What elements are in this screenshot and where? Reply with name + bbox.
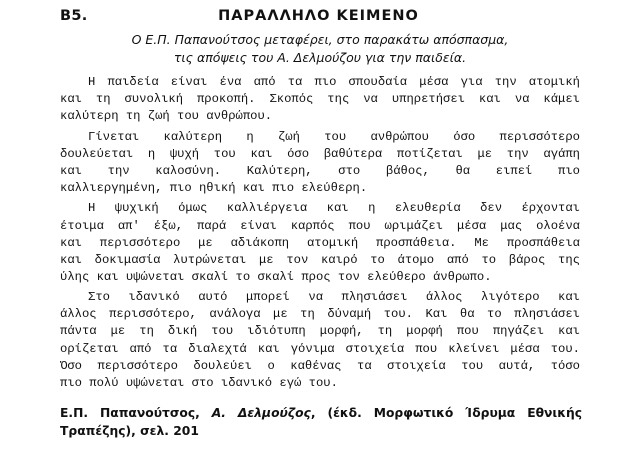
text-line: ορίζεται από τα διαλεχτά και γόνιμα στοιχεία που κλείνει μέσα του.: [60, 341, 580, 356]
citation-publisher: , (έκδ. Μορφωτικό Ίδρυμα Εθνικής: [310, 406, 582, 420]
text-line: άλλος περισσότερο, ανάλογα με τη δύναμή του. Και θα το πλησιάσει: [60, 307, 580, 322]
intro-line: τις απόψεις του Α. Δελμούζου για την παιδεία.: [173, 50, 467, 65]
text-line: Η παιδεία είναι ένα από τα πιο σπουδαία μέσα για την ατομική: [88, 75, 580, 89]
text-line: Γίνεται καλύτερη η ζωή του ανθρώπου όσο περισσότερο: [88, 129, 580, 144]
citation-work: Α. Δελμούζος: [211, 406, 311, 420]
text-line: καλλιεργημένη, πιο ηθική και πιο ελεύθερη.: [60, 180, 368, 195]
text-line: πιο πολύ υψώνεται στο ιδανικό εγώ του.: [60, 375, 338, 390]
section-title: ΠΑΡΑΛΛΗΛΟ ΚΕΙΜΕΝΟ: [218, 8, 419, 24]
text-line: και δοκιμασία λυτρώνεται με τον καιρό το άτομο από το βάρος της: [60, 252, 580, 267]
intro-line: Ο Ε.Π. Παπανούτσος μεταφέρει, στο παρακάτω απόσπασμα,: [131, 32, 509, 47]
text-line: και τη συνολική προκοπή. Σκοπός της να υπηρετήσει και να κάμει: [60, 92, 580, 107]
text-line: δουλεύεται η ψυχή του και όσο βαθύτερα ποτίζεται με την αγάπη: [60, 146, 580, 161]
text-line: και περισσότερο με αδιάκοπη ατομική προσπάθεια. Με προσπάθεια: [60, 235, 580, 250]
text-line: και την καλοσύνη. Καλύτερη, στο βάθος, θα ειπεί πιο: [60, 163, 580, 178]
intro-text: [60, 31, 580, 67]
paragraph: [60, 200, 580, 285]
paragraph: [60, 129, 580, 197]
text-line: Η ψυχική όμως καλλιέργεια και η ελευθερία δεν έρχονται: [88, 201, 580, 216]
text-line: Όσο περισσότερο δουλεύει ο καθένας τα στοιχεία του αυτά, τόσο: [60, 358, 580, 373]
text-line: έτοιμα απ' έξω, παρά είναι καρπός που ωριμάζει μέσα μας ολοένα: [60, 218, 580, 233]
paragraph: [60, 74, 580, 125]
text-line: Στο ιδανικό αυτό μπορεί να πλησιάσει άλλος λιγότερο και: [88, 290, 580, 305]
citation: [60, 404, 582, 440]
passage-body: [60, 74, 580, 395]
text-line: πάντα με τη δική του ιδιότυπη μορφή, τη μορφή που πηγάζει και: [60, 324, 580, 339]
citation-line: Τραπέζης), σελ. 201: [60, 424, 199, 438]
text-line: ύλης και υψώνεται σκαλί το σκαλί προς τον ελεύθερο άνθρωπο.: [60, 269, 492, 284]
section-label: B5.: [60, 8, 88, 24]
citation-line: [60, 404, 582, 422]
paragraph: [60, 289, 580, 392]
citation-author: Ε.Π. Παπανούτσος,: [60, 406, 212, 420]
text-line: καλύτερη τη ζωή του ανθρώπου.: [60, 109, 273, 124]
